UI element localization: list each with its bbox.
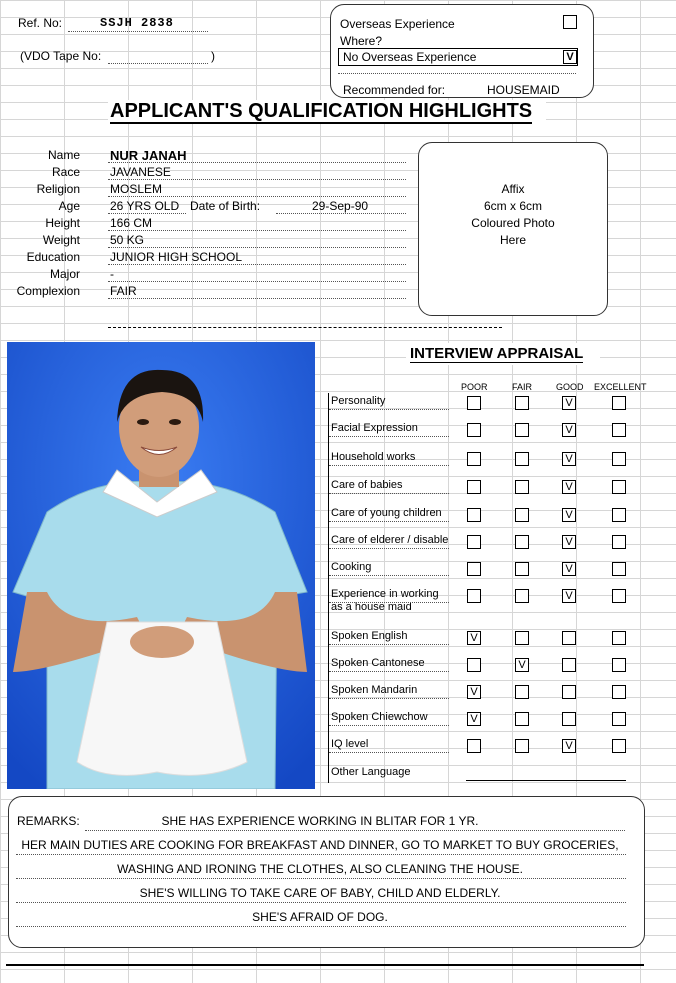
field-label: Height bbox=[45, 216, 80, 230]
rating-checkbox-poor[interactable] bbox=[467, 658, 481, 672]
vdo-field[interactable] bbox=[108, 62, 208, 64]
field-underline bbox=[108, 246, 406, 248]
rating-checkbox-fair[interactable] bbox=[515, 712, 529, 726]
rating-checkbox-excellent[interactable] bbox=[612, 562, 626, 576]
remarks-line: SHE'S WILLING TO TAKE CARE OF BABY, CHILD AND ELDERLY. bbox=[139, 886, 501, 900]
criterion-underline bbox=[329, 492, 449, 494]
field-value: 26 YRS OLD bbox=[110, 199, 180, 213]
rating-checkbox-fair[interactable] bbox=[515, 589, 529, 603]
field-value: 166 CM bbox=[110, 216, 153, 230]
rating-checkbox-excellent[interactable] bbox=[612, 396, 626, 410]
field-underline bbox=[108, 263, 406, 265]
other-language-field[interactable] bbox=[466, 779, 626, 781]
overseas-divider bbox=[338, 72, 576, 74]
rating-checkbox-fair[interactable] bbox=[515, 685, 529, 699]
recommended-label: Recommended for: bbox=[343, 83, 446, 97]
overseas-experience-label: Overseas Experience bbox=[340, 17, 455, 31]
rating-checkbox-fair[interactable]: V bbox=[515, 658, 529, 672]
rating-checkbox-good[interactable]: V bbox=[562, 508, 576, 522]
rating-checkbox-poor[interactable] bbox=[467, 589, 481, 603]
criterion-underline bbox=[329, 408, 449, 410]
rating-checkbox-good[interactable]: V bbox=[562, 589, 576, 603]
photo-box-line1: Affix bbox=[501, 182, 525, 196]
rating-checkbox-good[interactable] bbox=[562, 631, 576, 645]
rating-checkbox-good[interactable]: V bbox=[562, 535, 576, 549]
photo-box-line2: 6cm x 6cm bbox=[483, 199, 542, 213]
rating-checkbox-fair[interactable] bbox=[515, 452, 529, 466]
criterion-label: Facial Expression bbox=[331, 422, 418, 434]
overseas-experience-checkbox[interactable] bbox=[563, 15, 577, 29]
field-underline bbox=[108, 229, 406, 231]
section-separator bbox=[108, 327, 502, 328]
rating-checkbox-fair[interactable] bbox=[515, 480, 529, 494]
no-overseas-label: No Overseas Experience bbox=[343, 50, 477, 64]
ref-value: SSJH 2838 bbox=[100, 16, 174, 30]
criterion-underline bbox=[329, 464, 449, 466]
rating-checkbox-good[interactable]: V bbox=[562, 423, 576, 437]
field-underline bbox=[108, 178, 406, 180]
criterion-label: Care of babies bbox=[331, 479, 403, 491]
dob-label: Date of Birth: bbox=[190, 199, 261, 213]
criterion-label: Household works bbox=[331, 451, 416, 463]
vdo-label: (VDO Tape No: bbox=[20, 49, 102, 63]
criterion-underline bbox=[329, 751, 449, 753]
photo-box-line3: Coloured Photo bbox=[471, 216, 555, 230]
rating-checkbox-poor[interactable] bbox=[467, 508, 481, 522]
rating-checkbox-excellent[interactable] bbox=[612, 589, 626, 603]
rating-checkbox-poor[interactable] bbox=[467, 396, 481, 410]
criterion-label: Care of young children bbox=[331, 507, 442, 519]
field-label: Weight bbox=[42, 233, 80, 247]
rating-checkbox-good[interactable]: V bbox=[562, 480, 576, 494]
remarks-label: REMARKS: bbox=[17, 814, 80, 828]
where-label: Where? bbox=[340, 34, 383, 48]
field-underline bbox=[108, 280, 406, 282]
field-label: Religion bbox=[36, 182, 80, 196]
criterion-underline bbox=[329, 697, 449, 699]
rating-checkbox-good[interactable]: V bbox=[562, 452, 576, 466]
no-overseas-checkbox[interactable]: V bbox=[563, 50, 577, 64]
rating-checkbox-poor[interactable]: V bbox=[467, 712, 481, 726]
criterion-label-line2: as a house maid bbox=[331, 601, 412, 613]
criterion-label: Spoken English bbox=[331, 630, 408, 642]
rating-checkbox-good[interactable] bbox=[562, 712, 576, 726]
rating-checkbox-good[interactable]: V bbox=[562, 562, 576, 576]
footer-rule bbox=[6, 964, 644, 966]
ref-underline bbox=[68, 30, 208, 32]
criterion-underline bbox=[329, 435, 449, 437]
criterion-label: Spoken Cantonese bbox=[331, 657, 425, 669]
rating-checkbox-poor[interactable] bbox=[467, 562, 481, 576]
field-label: Major bbox=[49, 267, 80, 281]
appraisal-column-header-fair: FAIR bbox=[512, 382, 533, 392]
criterion-label: Spoken Mandarin bbox=[331, 684, 418, 696]
rating-checkbox-good[interactable]: V bbox=[562, 739, 576, 753]
rating-checkbox-fair[interactable] bbox=[515, 631, 529, 645]
rating-checkbox-excellent[interactable] bbox=[612, 508, 626, 522]
rating-checkbox-excellent[interactable] bbox=[612, 685, 626, 699]
criterion-underline bbox=[329, 601, 449, 603]
field-value: NUR JANAH bbox=[110, 148, 187, 163]
rating-checkbox-fair[interactable] bbox=[515, 535, 529, 549]
rating-checkbox-excellent[interactable] bbox=[612, 480, 626, 494]
criterion-underline bbox=[329, 574, 449, 576]
field-underline bbox=[108, 195, 406, 197]
rating-checkbox-poor[interactable] bbox=[467, 535, 481, 549]
criterion-underline bbox=[329, 547, 449, 549]
rating-checkbox-excellent[interactable] bbox=[612, 423, 626, 437]
appraisal-column-header-poor: POOR bbox=[461, 382, 488, 392]
remarks-line: SHE'S AFRAID OF DOG. bbox=[252, 910, 388, 924]
criterion-label: Experience in working bbox=[331, 588, 439, 600]
criterion-label: Spoken Chiewchow bbox=[331, 711, 428, 723]
remarks-underline bbox=[16, 877, 626, 879]
no-overseas-row-border bbox=[338, 48, 578, 66]
field-value: FAIR bbox=[110, 284, 137, 298]
remarks-line: HER MAIN DUTIES ARE COOKING FOR BREAKFAST AND DINNER, GO TO MARKET TO BUY GROCERIES, bbox=[21, 838, 619, 852]
remarks-underline bbox=[85, 829, 625, 831]
dob-underline bbox=[276, 212, 406, 214]
field-label: Name bbox=[47, 148, 80, 162]
vdo-close: ) bbox=[211, 49, 215, 63]
criterion-label: IQ level bbox=[331, 738, 369, 750]
rating-checkbox-fair[interactable] bbox=[515, 739, 529, 753]
rating-checkbox-poor[interactable]: V bbox=[467, 685, 481, 699]
other-language-label: Other Language bbox=[331, 766, 411, 778]
criterion-underline bbox=[329, 643, 449, 645]
field-value: 50 KG bbox=[110, 233, 145, 247]
field-label: Education bbox=[26, 250, 80, 264]
rating-checkbox-poor[interactable] bbox=[467, 480, 481, 494]
appraisal-column-header-good: GOOD bbox=[556, 382, 584, 392]
rating-checkbox-poor[interactable] bbox=[467, 423, 481, 437]
remarks-line: WASHING AND IRONING THE CLOTHES, ALSO CLEANING THE HOUSE. bbox=[117, 862, 523, 876]
rating-checkbox-poor[interactable] bbox=[467, 739, 481, 753]
field-value: MOSLEM bbox=[110, 182, 163, 196]
field-value: JUNIOR HIGH SCHOOL bbox=[110, 250, 243, 264]
photo-box-line4: Here bbox=[499, 233, 526, 247]
criterion-underline bbox=[329, 724, 449, 726]
criterion-label: Personality bbox=[331, 395, 386, 407]
field-label: Complexion bbox=[16, 284, 80, 298]
criterion-underline bbox=[329, 670, 449, 672]
rating-checkbox-fair[interactable] bbox=[515, 562, 529, 576]
ref-label: Ref. No: bbox=[18, 16, 63, 30]
criterion-label: Care of elderer / disable bbox=[331, 534, 449, 546]
rating-checkbox-poor[interactable]: V bbox=[467, 631, 481, 645]
field-value: JAVANESE bbox=[110, 165, 171, 179]
rating-checkbox-excellent[interactable] bbox=[612, 631, 626, 645]
field-underline bbox=[108, 212, 186, 214]
remarks-underline bbox=[16, 901, 626, 903]
remarks-underline bbox=[16, 853, 626, 855]
rating-checkbox-fair[interactable] bbox=[515, 396, 529, 410]
rating-checkbox-poor[interactable] bbox=[467, 452, 481, 466]
criterion-label: Cooking bbox=[331, 561, 372, 573]
rating-checkbox-excellent[interactable] bbox=[612, 535, 626, 549]
rating-checkbox-good[interactable] bbox=[562, 685, 576, 699]
criterion-underline bbox=[329, 520, 449, 522]
remarks-underline bbox=[16, 925, 626, 927]
field-underline bbox=[108, 297, 406, 299]
rating-checkbox-excellent[interactable] bbox=[612, 658, 626, 672]
remarks-line: SHE HAS EXPERIENCE WORKING IN BLITAR FOR 1 YR. bbox=[161, 814, 479, 828]
recommended-value: HOUSEMAID bbox=[487, 83, 560, 97]
dob-value: 29-Sep-90 bbox=[312, 199, 369, 213]
rating-checkbox-excellent[interactable] bbox=[612, 712, 626, 726]
rating-checkbox-fair[interactable] bbox=[515, 508, 529, 522]
appraisal-column-header-excellent: EXCELLENT bbox=[594, 382, 647, 392]
field-label: Age bbox=[58, 199, 80, 213]
rating-checkbox-excellent[interactable] bbox=[612, 452, 626, 466]
applicant-photo bbox=[7, 342, 315, 789]
rating-checkbox-fair[interactable] bbox=[515, 423, 529, 437]
rating-checkbox-excellent[interactable] bbox=[612, 739, 626, 753]
rating-checkbox-good[interactable] bbox=[562, 658, 576, 672]
rating-checkbox-good[interactable]: V bbox=[562, 396, 576, 410]
field-value: - bbox=[110, 267, 114, 281]
appraisal-title: INTERVIEW APPRAISAL bbox=[410, 345, 584, 362]
field-label: Race bbox=[51, 165, 80, 179]
field-underline bbox=[108, 161, 406, 163]
page-title: APPLICANT'S QUALIFICATION HIGHLIGHTS bbox=[110, 100, 533, 122]
